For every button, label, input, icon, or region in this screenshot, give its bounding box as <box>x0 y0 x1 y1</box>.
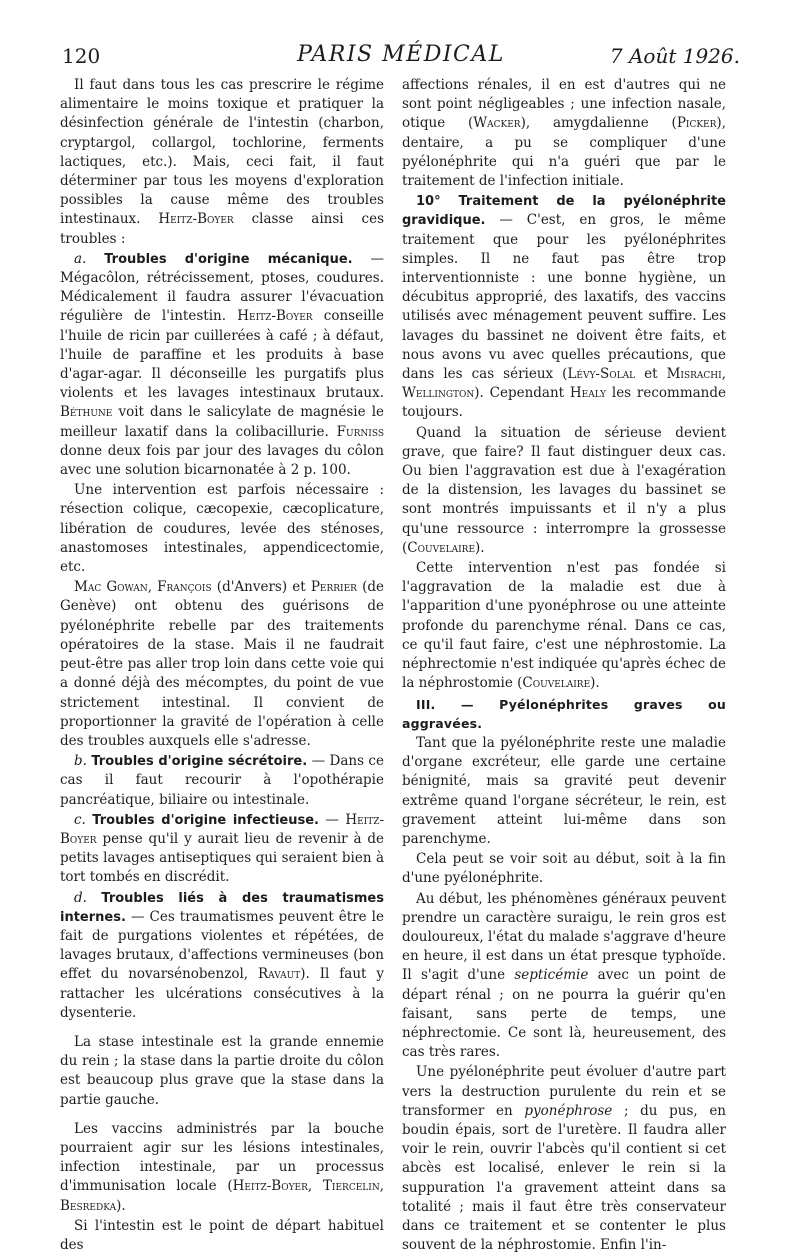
paragraph-troubles-secretoire: b. Troubles d'origine sécrétoire. — Dans ce cas il faut recourir à l'opothérapie pancréatique, biliaire ou intestinale. <box>60 753 384 808</box>
paragraph: Il faut dans tous les cas prescrire le régime alimentaire le moins toxique et pratiquer la désinfection générale de l'intestin (charbon, cryptargol, collargol, tochlorine, ferments lactiques, etc.). Mais, ceci fait, il faut déterminer par tous les moyens d'exploration possibles la cause même des troubles intestinaux. Heitz-Boyer classe ainsi ces troubles : <box>60 77 384 247</box>
running-header <box>62 40 740 70</box>
author-name: Picker <box>676 115 717 132</box>
issue-date: 7 Août 1926. <box>609 44 740 68</box>
author-name: Heitz-Boyer <box>237 308 313 325</box>
paragraph: Les vaccins administrés par la bouche pourraient agir sur les lésions intestinales, infection intestinale, par un processus d'immunisation locale (Heitz-Boyer, Tiercelin, Besredka). <box>60 1120 384 1214</box>
paragraph: Une intervention est parfois nécessaire : résection colique, cæcopexie, cæcoplicature, libération de coudures, levée des sténoses, anastomoses intestinales, appendicectomie, etc. <box>60 482 384 576</box>
left-column <box>60 76 384 1256</box>
author-name: Furniss <box>336 423 384 440</box>
author-name: Ravaut <box>258 966 301 983</box>
emphasis: septicémie <box>514 967 589 984</box>
emphasis: pyonéphrose <box>524 1102 613 1119</box>
author-name: Wacker <box>473 115 521 132</box>
paragraph: Tant que la pyélonéphrite reste une maladie d'organe excréteur, elle garde une certaine bénignité, mais sa gravité peut devenir extrême quand l'organe sécréteur, le rein, est gravement atteint lui-même dans son parenchyme. <box>402 734 726 847</box>
paragraph: Mac Gowan, François (d'Anvers) et Perrier (de Genève) ont obtenu des guérisons de pyélonéphrite rebelle par des traitements opératoires de la stase. Mais il ne faudrait peut-être pas aller trop loin dans cette voie qui a donné déjà des mécomptes, du point de vue strictement intestinal. Il convient de proportionner la gravité de l'opération à celle des troubles auxquels elle s'adresse. <box>60 579 384 749</box>
paragraph: Si l'intestin est le point de départ habituel des <box>60 1217 384 1253</box>
subheading: Troubles d'origine sécrétoire. <box>91 754 308 770</box>
author-name: Béthune <box>60 404 113 421</box>
author-name: Healy <box>569 385 607 402</box>
author-name: Besredka <box>60 1197 117 1214</box>
paragraph-troubles-mecanique: a. Troubles d'origine mécanique. — Mégacôlon, rétrécissement, ptoses, coudures. Médicalement il faudra assurer l'évacuation régulière de l'intestin. Heitz-Boyer conseille l'huile de ricin par cuillerées à café ; à défaut, l'huile de paraffine et les produits à base d'agar-agar. Il déconseille les purgatifs plus violents et les lavages intestinaux brutaux. Béthune voit dans le salicylate de magnésie le meilleur laxatif dans la colibacillurie. Furniss donne deux fois par jour des lavages du côlon avec une solution bicarnonatée à 2 p. 100. <box>60 250 385 479</box>
subheading: Troubles d'origine mécanique. <box>104 251 353 267</box>
author-name: Heitz-Boyer <box>232 1178 308 1195</box>
paragraph: La stase intestinale est la grande ennemie du rein ; la stase dans la partie droite du côlon est beaucoup plus grave que la stase dans la partie gauche. <box>60 1033 384 1108</box>
author-name: François <box>157 579 212 596</box>
author-name: Misrachi <box>666 366 722 383</box>
author-name: Perrier <box>310 579 357 596</box>
author-name: Heitz-Boyer <box>158 211 234 228</box>
subheading: Troubles d'origine infectieuse. <box>92 812 319 828</box>
author-name: Heitz-Boyer <box>60 811 385 847</box>
author-name: Mac Gowan <box>74 579 148 596</box>
subheading: 10° Traitement de la pyélonéphrite gravidique. <box>402 194 726 229</box>
paragraph: Au début, les phénomènes généraux peuvent prendre un caractère suraigu, le rein gros est douloureux, l'état du malade s'aggrave d'heure en heure, il est dans un état presque typhoïde. Il s'agit d'une septicémie avec un point de départ rénal ; on ne pourra la guérir qu'en faisant, sans perte de temps, une néphrectomie. Ce sont là, heureusement, des cas très rares. <box>402 890 727 1061</box>
right-column <box>402 76 726 1256</box>
paragraph-gravidique: 10° Traitement de la pyélonéphrite gravidique. — C'est, en gros, le même traitement que pour les pyélonéphrites simples. Il ne faut pas être trop interventionniste : une bonne hygiène, un décubitus approprié, des laxatifs, des vaccins utilisés avec ménagement peuvent suffire. Les lavages du bassinet ne doivent être faits, et nous avons vu avec quelles précautions, que dans les cas sérieux (Lévy-Solal et Misrachi, Wellington). Cependant Healy les recommande toujours. <box>402 194 727 421</box>
paragraph: Cette intervention n'est pas fondée si l'aggravation de la maladie est due à l'apparition d'une pyonéphrose ou une atteinte profonde du parenchyme rénal. Dans ce cas, ce qu'il faut faire, c'est une néphrostomie. La néphrectomie n'est indiquée qu'après échec de la néphrostomie (Couvelaire). <box>402 560 726 692</box>
paragraph: Quand la situation de sérieuse devient grave, que faire? Il faut distinguer deux cas. Ou bien l'aggravation est due à l'exagération de la distension, les lavages du bassinet se sont montrés impuissants et il n'y a plus qu'une ressource : interrompre la grossesse (Couvelaire). <box>402 424 726 556</box>
paragraph-troubles-traumatismes: d. Troubles liés à des traumatismes internes. — Ces traumatismes peuvent être le fait de purgations violentes et répétées, de lavages brutaux, d'affections vermineuses (bon effet du novarsénobenzol, Ravaut). Il faut y rattacher les ulcérations consécutives à la dysenterie. <box>60 889 384 1021</box>
section-title: III. — Pyélonéphrites graves ou aggravées. <box>402 696 726 731</box>
paragraph: Une pyélonéphrite peut évoluer d'autre part vers la destruction purulente du rein et se transformer en pyonéphrose ; du pus, en boudin épais, sort de l'uretère. Il faudra aller voir le rein, ouvrir l'abcès qu'il contient si cet abcès est localisé, enlever le rein si la suppuration l'a gravement atteint dans sa totalité ; mais il faut être très conservateur dans ce traitement et se contenter le plus souvent de la néphrostomie. Enfin l'in- <box>402 1064 726 1254</box>
paragraph: Cela peut se voir soit au début, soit à la fin d'une pyélonéphrite. <box>402 851 726 887</box>
author-name: Wellington <box>402 385 475 402</box>
paragraph-troubles-infectieuse: c. Troubles d'origine infectieuse. — Heitz-Boyer pense qu'il y aurait lieu de revenir à de petits lavages antiseptiques qui seraient bien à tort tombés en discrédit. <box>60 811 385 886</box>
author-name: Tiercelin <box>322 1178 380 1195</box>
author-name: Couvelaire <box>522 675 591 692</box>
author-name: Couvelaire <box>407 539 476 556</box>
author-name: Lévy-Solal <box>567 366 636 383</box>
subheading: Troubles liés à des traumatismes internes. <box>60 890 384 925</box>
page-number: 120 <box>62 44 101 68</box>
journal-title: PARIS MÉDICAL <box>297 42 505 67</box>
paragraph: affections rénales, il en est d'autres qui ne sont point négligeables ; une infection nasale, otique (Wacker), amygdalienne (Picker), dentaire, a pu se compliquer d'une pyélonéphrite qui n'a guéri que par le traitement de l'infection initiale. <box>402 77 726 190</box>
